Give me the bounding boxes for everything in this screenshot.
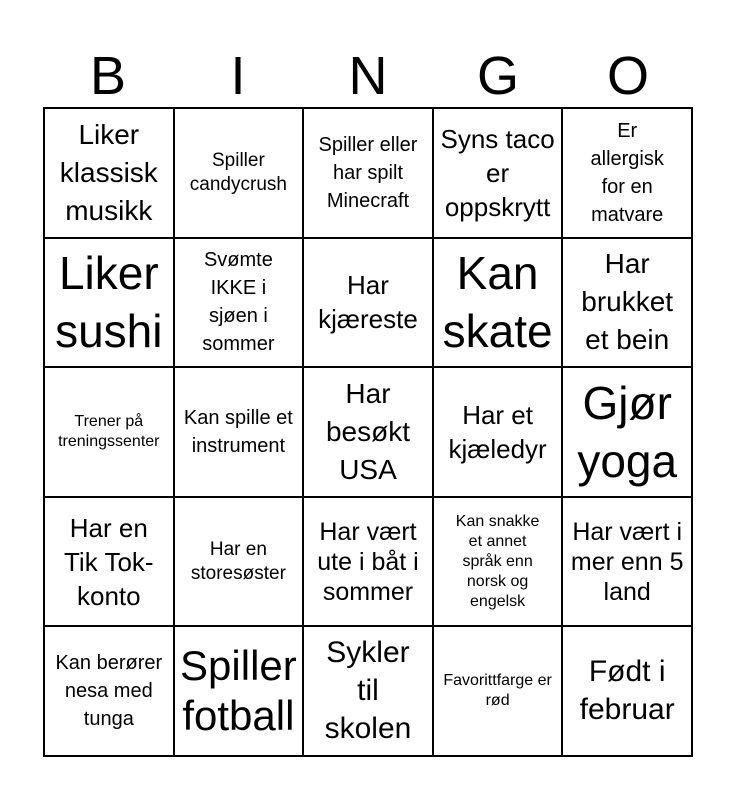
header-letter-o: O xyxy=(606,46,649,106)
cell-text: Spiller fotball xyxy=(180,642,297,740)
cell-text: Spiller candycrush xyxy=(189,149,287,195)
cell-text: Liker klassisk musikk xyxy=(59,118,158,226)
cell-text: Kan skate xyxy=(442,247,553,358)
bingo-cell[interactable] xyxy=(562,497,692,627)
bingo-cell[interactable] xyxy=(44,626,174,756)
bingo-cell[interactable] xyxy=(174,238,304,368)
bingo-cell[interactable] xyxy=(433,367,563,497)
bingo-cell[interactable] xyxy=(44,238,174,368)
bingo-cell[interactable] xyxy=(433,238,563,368)
cell-text: Har brukket et bein xyxy=(581,248,674,356)
cell-text: Har kjæreste xyxy=(318,270,418,335)
bingo-cell[interactable] xyxy=(433,497,563,627)
cell-text: Kan berører nesa med tunga xyxy=(55,652,163,731)
bingo-cell[interactable] xyxy=(174,626,304,756)
cell-text: Favorittfarge er rød xyxy=(443,672,552,710)
header-letter-b: B xyxy=(89,46,127,106)
header-letter-i: I xyxy=(230,46,246,106)
cell-text: Trener på treningssenter xyxy=(58,412,160,450)
bingo-cell[interactable] xyxy=(303,108,433,238)
bingo-cell[interactable] xyxy=(433,108,563,238)
header-letter-n: N xyxy=(348,46,388,106)
bingo-cell[interactable] xyxy=(174,367,304,497)
cell-text: Har vært i mer enn 5 land xyxy=(570,517,684,606)
cell-text: Sykler til skolen xyxy=(324,636,412,746)
cell-text: Har en storesøster xyxy=(190,538,286,584)
bingo-cell[interactable] xyxy=(174,497,304,627)
cell-text: Har vært ute i båt i sommer xyxy=(317,517,419,606)
bingo-cell[interactable] xyxy=(433,626,563,756)
cell-text: Syns taco er oppskrytt xyxy=(440,123,555,222)
cell-text: Kan spille et instrument xyxy=(183,406,293,457)
bingo-cell[interactable] xyxy=(44,367,174,497)
bingo-cell[interactable] xyxy=(44,108,174,238)
bingo-cell[interactable] xyxy=(303,497,433,627)
bingo-cell[interactable] xyxy=(562,238,692,368)
cell-text: Født i februar xyxy=(579,655,675,727)
bingo-cell[interactable] xyxy=(562,367,692,497)
cell-text: Kan snakke et annet språk enn norsk og engelsk xyxy=(455,512,540,610)
cell-text: Svømte IKKE i sjøen i sommer xyxy=(202,249,275,356)
cell-text: Liker sushi xyxy=(55,247,163,358)
cell-text: Er allergisk for en matvare xyxy=(590,119,664,226)
bingo-cell[interactable] xyxy=(562,108,692,238)
bingo-cell[interactable] xyxy=(303,238,433,368)
bingo-cell[interactable] xyxy=(303,367,433,497)
bingo-cell[interactable] xyxy=(174,108,304,238)
bingo-cell[interactable] xyxy=(562,626,692,756)
bingo-header xyxy=(43,46,693,106)
bingo-cell[interactable] xyxy=(44,497,174,627)
cell-text: Har besøkt USA xyxy=(325,377,410,485)
bingo-cell[interactable] xyxy=(303,626,433,756)
cell-text: Gjør yoga xyxy=(577,376,678,487)
cell-text: Har et kjæledyr xyxy=(448,399,547,464)
cell-text: Har en Tik Tok-konto xyxy=(64,512,154,611)
bingo-grid xyxy=(43,107,693,757)
cell-text: Spiller eller har spilt Minecraft xyxy=(318,133,418,212)
header-letter-g: G xyxy=(476,46,519,106)
